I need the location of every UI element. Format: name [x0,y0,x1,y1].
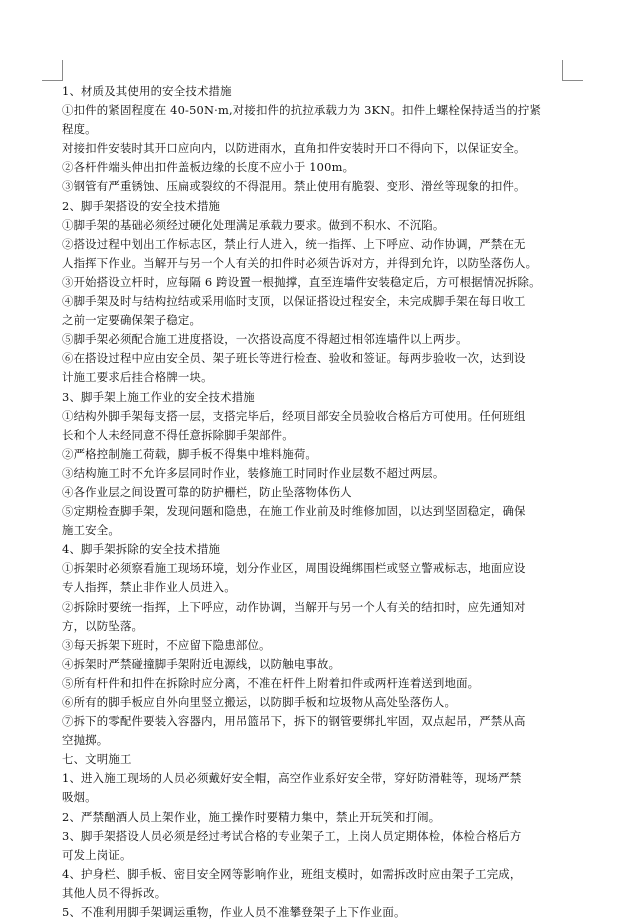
text-line: ⑦拆下的零配件要装入容器内，用吊篮吊下，拆下的钢管要绑扎牢固，双点起吊，严禁从高 [62,714,526,729]
text-line: 2、严禁酗酒人员上架作业，施工操作时要精力集中，禁止开玩笑和打闹。 [62,809,441,824]
text-line: 长和个人未经同意不得任意拆除脚手架部件。 [62,427,294,442]
crop-mark-top-right [562,60,583,81]
text-line: ④各作业层之间设置可靠的防护栅栏，防止坠落物体伤人 [62,484,352,499]
text-line: 计施工要求后挂合格牌一块。 [62,370,213,385]
text-line: 程度。 [62,122,97,137]
text-line: ③结构施工时不允许多层同时作业，装修施工时同时作业层数不超过两层。 [62,465,445,480]
text-line: ⑥所有的脚手板应自外向里竖立搬运，以防脚手板和垃圾物从高处坠落伤人。 [62,695,457,709]
text-line: ②各杆件端头伸出扣件盖板边缘的长度不应小于 100m。 [62,160,355,175]
text-line: ⑤脚手架必须配合施工进度搭设，一次搭设高度不得超过相邻连墙件以上两步。 [62,332,468,347]
text-line: ②严格控制施工荷载，脚手板不得集中堆料施荷。 [62,446,317,461]
text-line: 施工安全。 [62,523,120,538]
text-line: 对接扣件安装时其开口应向内，以防进雨水，直角扣件安装时开口不得向下，以保证安全。 [62,141,526,156]
text-line: 1、进入施工现场的人员必须戴好安全帽，高空作业系好安全带，穿好防滑鞋等，现场严禁 [62,771,522,786]
text-line: 七、文明施工 [62,752,132,767]
text-line: 可发上岗证。 [62,847,132,862]
text-line: ②拆除时要统一指挥，上下呼应，动作协调，当解开与另一个人有关的结扣时，应先通知对 [62,599,526,614]
text-line: ③每天拆架下班时，不应留下隐患部位。 [62,637,271,652]
text-line: ⑤定期检查脚手架，发现问题和隐患，在施工作业前及时维修加固，以达到坚固稳定，确保 [62,504,526,519]
text-line: 方，以防坠落。 [62,618,144,633]
text-line: 4、脚手架拆除的安全技术措施 [62,542,221,557]
text-line: 4、护身栏、脚手板、密目安全网等影响作业，班组支模时，如需拆改时应由架子工完成， [62,866,522,881]
text-line: 之前一定要确保架子稳定。 [62,313,202,328]
text-line: ①结构外脚手架每支搭一层，支搭完毕后，经项目部安全员验收合格后方可使用。任何班组 [62,408,526,423]
text-line: 人指挥下作业。当解开与另一个人有关的扣件时必须告诉对方，并得到允许，以防坠落伤人。 [62,255,538,270]
text-line: ⑤所有杆件和扣件在拆除时应分离，不准在杆件上附着扣件或两杆连着送到地面。 [62,675,480,690]
crop-mark-top-left [42,60,63,81]
text-line: ④脚手架及时与结构拉结或采用临时支顶，以保证搭设过程安全，未完成脚手架在每日收工 [62,294,526,309]
text-line: ③开始搭设立杆时，应每隔 6 跨设置一根抛撑，直至连墙件安装稳定后，方可根据情况拆除。 [62,274,541,289]
text-line: 其他人员不得拆改。 [62,885,167,900]
document-body [62,82,568,922]
text-line: 空抛掷。 [62,733,109,748]
text-line: 5、不准利用脚手架调运重物，作业人员不准攀登架子上下作业面。 [62,905,406,920]
text-line: ②搭设过程中划出工作标志区，禁止行人进入，统一指挥、上下呼应、动作协调，严禁在无 [62,236,526,251]
text-line: ①拆架时必须察看施工现场环境，划分作业区，周围设绳绑围栏或竖立警戒标志，地面应设 [62,561,526,576]
text-line: 3、脚手架上施工作业的安全技术措施 [62,389,255,404]
text-line: 2、脚手架搭设的安全技术措施 [62,198,221,213]
text-line: ①脚手架的基础必须经过硬化处理满足承载力要求。做到不积水、不沉陷。 [62,217,445,232]
text-line: ③钢管有严重锈蚀、压扁或裂纹的不得混用。禁止使用有脆裂、变形、滑丝等现象的扣件。 [62,179,526,194]
text-line: ④拆架时严禁碰撞脚手架附近电源线，以防触电事故。 [62,656,341,671]
text-line: 3、脚手架搭设人员必须是经过考试合格的专业架子工，上岗人员定期体检，体检合格后方 [62,828,522,843]
text-line: 专人指挥，禁止非作业人员进入。 [62,580,236,595]
text-line: ⑥在搭设过程中应由安全员、架子班长等进行检查、验收和签证。每两步验收一次，达到设 [62,351,526,366]
text-line: 吸烟。 [62,790,97,805]
text-line: 1、材质及其使用的安全技术措施 [62,84,232,98]
text-line: ①扣件的紧固程度在 40-50N·m,对接扣件的抗拉承载力为 3KN。扣件上螺栓保持适当的拧紧 [62,103,542,118]
